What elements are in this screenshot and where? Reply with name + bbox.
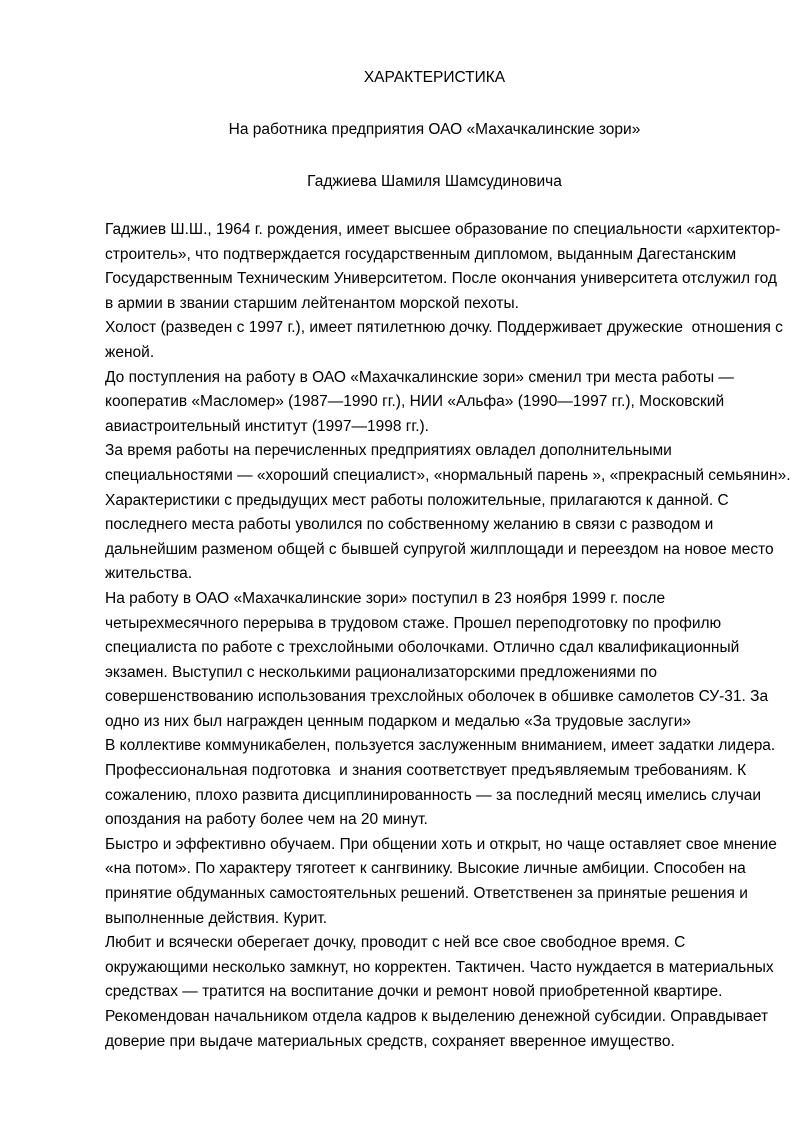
paragraph — [105, 833, 777, 931]
text-line: За время работы на перечисленных предприятиях овладел дополнительными — [105, 442, 672, 460]
document-title: ХАРАКТЕРИСТИКА — [363, 69, 506, 86]
text-line: До поступления на работу в ОАО «Махачкалинские зори» сменил три места работы — — [105, 368, 734, 386]
text-line: экзамен. Выступил с несколькими рационализаторскими предложениями по — [105, 663, 657, 681]
text-line: принятие обдуманных самостоятельных решений. Ответственен за принятые решения и — [105, 885, 748, 903]
text-line: Государственным Техническим Университетом. После окончания университета отслужил год — [105, 270, 777, 288]
text-line: специалиста по работе с трехслойными оболочками. Отлично сдал квалификационный — [105, 639, 740, 657]
paragraph — [105, 734, 776, 832]
text-line: дальнейшим разменом общей с бывшей супругой жилплощади и переездом на новое место — [105, 540, 774, 558]
text-line: Быстро и эффективно обучаем. При общении хоть и открыт, но чаще оставляет свое мнение — [105, 835, 777, 853]
text-line: Любит и всячески оберегает дочку, проводит с ней все свое свободное время. С — [105, 934, 686, 952]
text-line: сожалению, плохо развита дисциплинированность — за последний месяц имелись случаи — [105, 786, 762, 804]
text-line: На работу в ОАО «Махачкалинские зори» поступил в 23 ноября 1999 г. после — [105, 589, 666, 607]
paragraph — [105, 439, 791, 587]
text-line: опоздания на работу более чем на 20 минут. — [105, 811, 428, 829]
paragraph — [105, 366, 764, 440]
text-line: авиастроительный институт (1997—1998 гг.). — [105, 417, 429, 435]
paragraph — [105, 218, 781, 316]
document-subtitle: На работника предприятия ОАО «Махачкалинские зори» — [228, 121, 641, 138]
text-line: женой. — [105, 343, 155, 361]
text-line: доверие при выдаче материальных средств, сохраняет вверенное имущество. — [105, 1032, 675, 1050]
paragraph — [105, 931, 774, 1054]
text-line: средствах — тратится на воспитание дочки и ремонт новой приобретенной квартире. — [105, 983, 723, 1001]
text-line: строитель», что подтверждается государственным дипломом, выданным Дагестанским — [105, 245, 737, 263]
text-line: в армии в звании старшим лейтенантом морской пехоты. — [105, 294, 519, 312]
text-line: В коллективе коммуникабелен, пользуется заслуженным вниманием, имеет задатки лидера. — [105, 737, 776, 755]
text-line: «на потом». По характеру тяготеет к сангвинику. Высокие личные амбиции. Способен на — [105, 860, 746, 878]
text-line: четырехмесячного перерыва в трудовом стаже. Прошел переподготовку по профилю — [105, 614, 722, 632]
text-line: последнего места работы уволился по собственному желанию в связи с разводом и — [105, 516, 714, 534]
text-line: одно из них был награжден ценным подарком и медалью «За трудовые заслуги» — [105, 712, 692, 730]
text-line: Рекомендован начальником отдела кадров к выделению денежной субсидии. Оправдывает — [105, 1008, 769, 1025]
paragraph — [105, 587, 769, 735]
text-line: Холост (разведен с 1997 г.), имеет пятилетнюю дочку. Поддерживает дружеские отношения с — [105, 319, 783, 337]
text-line: Гаджиев Ш.Ш., 1964 г. рождения, имеет высшее образование по специальности «архитектор- — [105, 221, 781, 238]
text-line: Характеристики с предыдущих мест работы положительные, прилагаются к данной. С — [105, 491, 729, 509]
document-addressee: Гаджиева Шамиля Шамсудиновича — [307, 173, 562, 190]
text-line: Профессиональная подготовка и знания соответствует предъявляемым требованиям. К — [105, 762, 747, 780]
text-line: окружающими несколько замкнут, но корректен. Тактичен. Часто нуждается в материальных — [105, 958, 774, 976]
document-body — [105, 218, 791, 1054]
text-line: выполненные действия. Курит. — [105, 909, 328, 927]
text-line: жительства. — [105, 565, 193, 583]
text-line: кооператив «Масломер» (1987—1990 гг.), НИИ «Альфа» (1990—1997 гг.), Московский — [105, 393, 725, 411]
paragraph — [105, 316, 783, 365]
text-line: специальностями — «хороший специалист», «нормальный парень », «прекрасный семьянин». — [105, 466, 791, 484]
text-line: совершенствованию использования трехслойных оболочек в обшивке самолетов СУ-31. За — [105, 688, 769, 706]
